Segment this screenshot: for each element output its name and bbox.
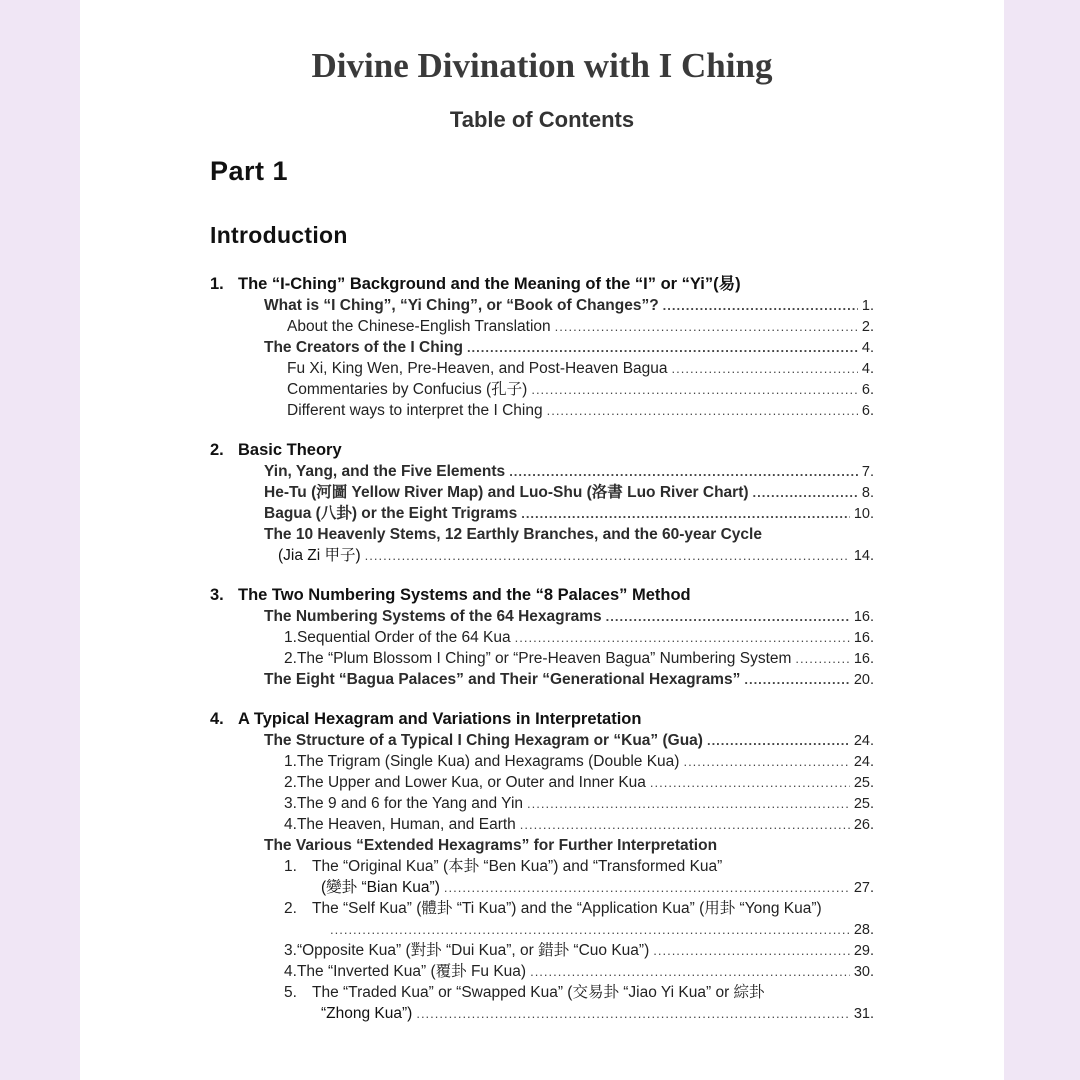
section-title: The “I-Ching” Background and the Meaning of the “I” or “Yi”(易) xyxy=(238,275,741,293)
entry-number: 2. xyxy=(284,650,297,667)
entry-title: Sequential Order of the 64 Kua xyxy=(296,629,511,646)
entry-title: The Trigram (Single Kua) and Hexagrams (Double Kua) xyxy=(296,753,680,770)
entry-title: Commentaries by Confucius (孔子) xyxy=(287,381,528,398)
entry-title: The Eight “Bagua Palaces” and Their “Generational Hexagrams” xyxy=(264,671,741,688)
toc-entry[interactable] xyxy=(210,751,874,772)
table-of-contents xyxy=(210,274,874,1043)
toc-entry-continuation xyxy=(210,919,874,940)
dot-leader xyxy=(653,940,850,961)
entry-title: The “Traded Kua” or “Swapped Kua” (交易卦 “Jiao Yi Kua” or 綜卦 xyxy=(312,984,765,1001)
book-title: Divine Divination with I Ching xyxy=(311,46,773,85)
entry-number: 4. xyxy=(284,816,297,833)
page-number: 28. xyxy=(853,922,874,938)
dot-leader xyxy=(663,295,858,316)
dot-leader xyxy=(795,648,849,669)
toc-entry[interactable] xyxy=(210,295,874,316)
dot-leader xyxy=(416,1003,850,1024)
page-number: 7. xyxy=(861,464,874,480)
toc-entry[interactable] xyxy=(210,793,874,814)
document-page xyxy=(80,0,1004,1080)
dot-leader xyxy=(606,606,850,627)
entry-title: What is “I Ching”, “Yi Ching”, or “Book of Changes”? xyxy=(264,297,659,314)
page-number: 16. xyxy=(853,609,874,625)
page-number: 6. xyxy=(861,403,874,419)
page-number: 31. xyxy=(853,1006,874,1022)
section-title: The Two Numbering Systems and the “8 Palaces” Method xyxy=(238,586,691,604)
toc-entry[interactable] xyxy=(210,606,874,627)
dot-leader xyxy=(527,793,850,814)
dot-leader xyxy=(672,358,858,379)
entry-title-continued: (Jia Zi 甲子) xyxy=(278,547,361,564)
toc-entry[interactable] xyxy=(210,358,874,379)
toc-entry[interactable] xyxy=(210,982,874,1003)
page-number: 14. xyxy=(853,548,874,564)
entry-title: The 10 Heavenly Stems, 12 Earthly Branches, and the 60-year Cycle xyxy=(264,526,762,543)
dot-leader xyxy=(444,877,850,898)
toc-entry[interactable] xyxy=(210,337,874,358)
entry-title: The “Plum Blossom I Ching” or “Pre-Heaven Bagua” Numbering System xyxy=(296,650,792,667)
toc-entry[interactable] xyxy=(210,730,874,751)
page-number: 10. xyxy=(853,506,874,522)
page-number: 29. xyxy=(853,943,874,959)
toc-entry[interactable] xyxy=(210,835,874,856)
toc-entry[interactable] xyxy=(210,503,874,524)
toc-entry[interactable] xyxy=(210,482,874,503)
entry-title: The “Self Kua” (體卦 “Ti Kua”) and the “Application Kua” (用卦 “Yong Kua”) xyxy=(312,900,822,917)
entry-number: 5. xyxy=(284,984,297,1001)
toc-section xyxy=(210,274,874,421)
entry-number: 3. xyxy=(284,942,297,959)
page-number: 4. xyxy=(861,340,874,356)
toc-entry-continuation xyxy=(210,545,874,566)
toc-section xyxy=(210,440,874,566)
entry-title: He-Tu (河圖 Yellow River Map) and Luo-Shu (洛書 Luo River Chart) xyxy=(264,484,749,501)
section-number: 3. xyxy=(210,586,224,604)
toc-title: Table of Contents xyxy=(449,107,635,132)
toc-entry[interactable] xyxy=(210,961,874,982)
page-number: 6. xyxy=(861,382,874,398)
entry-number: 1. xyxy=(284,629,297,646)
section-title: A Typical Hexagram and Variations in Interpretation xyxy=(238,710,642,728)
page-number: 4. xyxy=(861,361,874,377)
part-heading: Part 1 xyxy=(210,156,289,186)
entry-number: 1. xyxy=(284,753,297,770)
toc-entry[interactable] xyxy=(210,524,874,545)
dot-leader xyxy=(530,961,850,982)
dot-leader xyxy=(683,751,849,772)
section-title: Basic Theory xyxy=(238,441,342,459)
toc-section xyxy=(210,585,874,690)
toc-entry-continuation xyxy=(210,877,874,898)
section-number: 4. xyxy=(210,710,224,728)
page-number: 25. xyxy=(853,775,874,791)
dot-leader xyxy=(753,482,858,503)
entry-title: Different ways to interpret the I Ching xyxy=(287,402,543,419)
page-number: 16. xyxy=(853,630,874,646)
entry-title: The Creators of the I Ching xyxy=(264,339,463,356)
toc-section-heading[interactable] xyxy=(210,440,874,461)
introduction-heading: Introduction xyxy=(210,222,348,248)
entry-title: The Structure of a Typical I Ching Hexagram or “Kua” (Gua) xyxy=(264,732,703,749)
entry-title: The Heaven, Human, and Earth xyxy=(296,816,516,833)
toc-section-heading[interactable] xyxy=(210,274,874,295)
toc-entry[interactable] xyxy=(210,400,874,421)
toc-entry[interactable] xyxy=(210,814,874,835)
entry-number: 3. xyxy=(284,795,297,812)
entry-title-continued: “Zhong Kua”) xyxy=(321,1005,413,1022)
dot-leader xyxy=(531,379,858,400)
entry-title: The Various “Extended Hexagrams” for Further Interpretation xyxy=(264,837,718,854)
dot-leader xyxy=(555,316,858,337)
entry-title: About the Chinese-English Translation xyxy=(287,318,551,335)
toc-section xyxy=(210,709,874,1024)
dot-leader xyxy=(509,461,858,482)
toc-entry[interactable] xyxy=(210,648,874,669)
toc-entry[interactable] xyxy=(210,940,874,961)
section-number: 2. xyxy=(210,441,224,459)
page-number: 16. xyxy=(853,651,874,667)
toc-section-heading[interactable] xyxy=(210,585,874,606)
toc-entry[interactable] xyxy=(210,772,874,793)
dot-leader xyxy=(467,337,858,358)
toc-entry[interactable] xyxy=(210,627,874,648)
dot-leader xyxy=(650,772,850,793)
entry-title: The Numbering Systems of the 64 Hexagrams xyxy=(264,608,602,625)
page-number: 24. xyxy=(853,733,874,749)
toc-entry[interactable] xyxy=(210,316,874,337)
page-number: 2. xyxy=(861,319,874,335)
dot-leader xyxy=(547,400,858,421)
entry-title: Yin, Yang, and the Five Elements xyxy=(264,463,506,480)
entry-title: “Opposite Kua” (對卦 “Dui Kua”, or 錯卦 “Cuo Kua”) xyxy=(296,942,650,959)
entry-number: 1. xyxy=(284,858,297,875)
dot-leader xyxy=(330,919,850,940)
dot-leader xyxy=(707,730,850,751)
dot-leader xyxy=(365,545,850,566)
page-number: 8. xyxy=(861,485,874,501)
toc-entry[interactable] xyxy=(210,461,874,482)
entry-title: Bagua (八卦) or the Eight Trigrams xyxy=(264,505,518,522)
entry-number: 2. xyxy=(284,774,297,791)
page-number: 25. xyxy=(853,796,874,812)
dot-leader xyxy=(744,669,849,690)
page-number: 26. xyxy=(853,817,874,833)
toc-entry[interactable] xyxy=(210,856,874,877)
entry-title: The “Inverted Kua” (覆卦 Fu Kua) xyxy=(296,963,527,980)
toc-entry-continuation xyxy=(210,1003,874,1024)
toc-entry[interactable] xyxy=(210,898,874,919)
page-number: 1. xyxy=(861,298,874,314)
entry-number: 2. xyxy=(284,900,297,917)
toc-entry[interactable] xyxy=(210,379,874,400)
entry-title: Fu Xi, King Wen, Pre-Heaven, and Post-Heaven Bagua xyxy=(287,360,668,377)
entry-number: 4. xyxy=(284,963,297,980)
entry-title: The “Original Kua” (本卦 “Ben Kua”) and “Transformed Kua” xyxy=(312,858,723,875)
entry-title: The 9 and 6 for the Yang and Yin xyxy=(296,795,524,812)
dot-leader xyxy=(515,627,850,648)
toc-entry[interactable] xyxy=(210,669,874,690)
page-number: 27. xyxy=(853,880,874,896)
toc-section-heading[interactable] xyxy=(210,709,874,730)
page-number: 30. xyxy=(853,964,874,980)
page-number: 20. xyxy=(853,672,874,688)
section-number: 1. xyxy=(210,275,224,293)
entry-title: The Upper and Lower Kua, or Outer and Inner Kua xyxy=(296,774,646,791)
dot-leader xyxy=(521,503,850,524)
dot-leader xyxy=(520,814,850,835)
entry-title-continued: (變卦 “Bian Kua”) xyxy=(321,879,440,896)
page-number: 24. xyxy=(853,754,874,770)
